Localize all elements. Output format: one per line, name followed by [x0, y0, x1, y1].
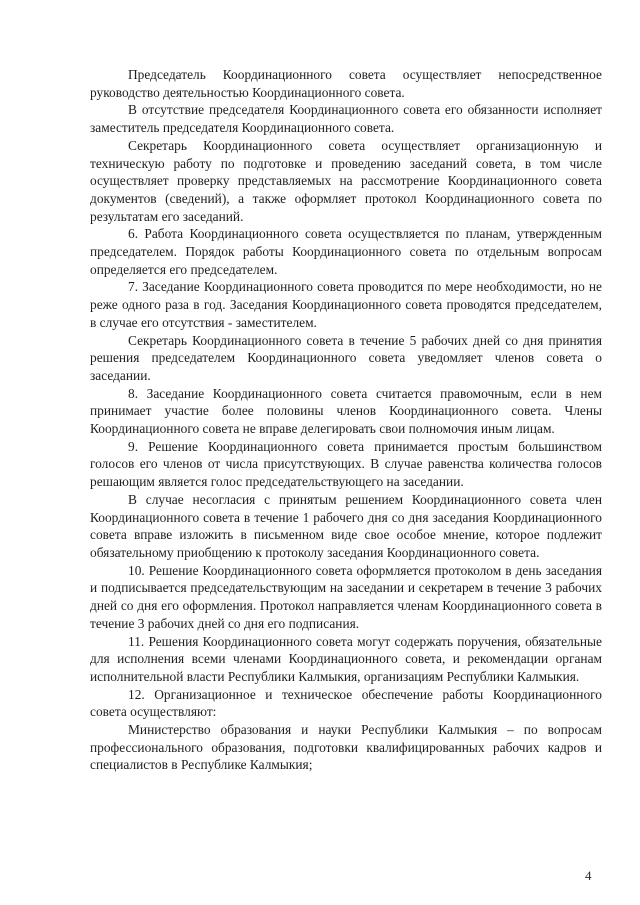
- paragraph-chairman-role: Председатель Координационного совета осуществляет непосредственное руководство деятельностью Координационного совета.: [90, 67, 602, 100]
- paragraph-dissent: В случае несогласия с принятым решением Координационного совета член Координационного совета в течение 1 рабочего дня со дня заседания Координационного совета вправе изложить в письменном виде свое особое мнение, которое подлежит обязательному приобщению к протоколу заседания Координационного совета.: [90, 491, 602, 560]
- paragraph-ministry: Министерство образования и науки Республики Калмыкия – по вопросам профессионального образования, подготовки квалифицированных рабочих кадров и специалистов в Республике Калмыкия;: [90, 722, 602, 773]
- paragraph-clause-11: 11. Решения Координационного совета могут содержать поручения, обязательные для исполнения всеми членами Координационного совета, и рекомендации органам исполнительной власти Республики Калмыкия, организациям Республики Калмыкия.: [90, 633, 602, 684]
- paragraph-clause-6: 6. Работа Координационного совета осуществляется по планам, утвержденным председателем. Порядок работы Координационного совета по отдельным вопросам определяется его председателем.: [90, 226, 602, 277]
- paragraph-clause-10: 10. Решение Координационного совета оформляется протоколом в день заседания и подписывается председательствующим на заседании и секретарем в течение 3 рабочих дней со дня его оформления. Протокол направляется членам Координационного совета в течение 3 рабочих дней со дня его подписания.: [90, 562, 602, 631]
- body-text: [90, 66, 602, 774]
- paragraph-clause-12: 12. Организационное и техническое обеспечение работы Координационного совета осуществляют:: [90, 686, 602, 720]
- paragraph-clause-7: 7. Заседание Координационного совета проводится по мере необходимости, но не реже одного раза в год. Заседания Координационного совета проводятся председателем, в случае его отсутствия - заместителем.: [90, 279, 602, 330]
- paragraph-secretary-duties: Секретарь Координационного совета осуществляет организационную и техническую работу по подготовке и проведению заседаний совета, в том числе осуществляет проверку представляемых на рассмотрение Координационного совета документов (сведений), а также оформляет протокол Координационного совета по результатам его заседаний.: [90, 137, 602, 224]
- paragraph-chairman-absence: В отсутствие председателя Координационного совета его обязанности исполняет заместитель председателя Координационного совета.: [90, 102, 602, 136]
- paragraph-clause-9: 9. Решение Координационного совета принимается простым большинством голосов его членов от числа присутствующих. В случае равенства количества голосов решающим является голос председательствующего на заседании.: [90, 438, 602, 490]
- page-number: 4: [585, 868, 592, 883]
- paragraph-clause-8: 8. Заседание Координационного совета считается правомочным, если в нем принимает участие более половины членов Координационного совета. Члены Координационного совета не вправе делегировать свои полномочия иным лицам.: [90, 385, 602, 437]
- paragraph-secretary-notice: Секретарь Координационного совета в течение 5 рабочих дней со дня принятия решения председателем Координационного совета уведомляет членов совета о заседании.: [90, 332, 602, 383]
